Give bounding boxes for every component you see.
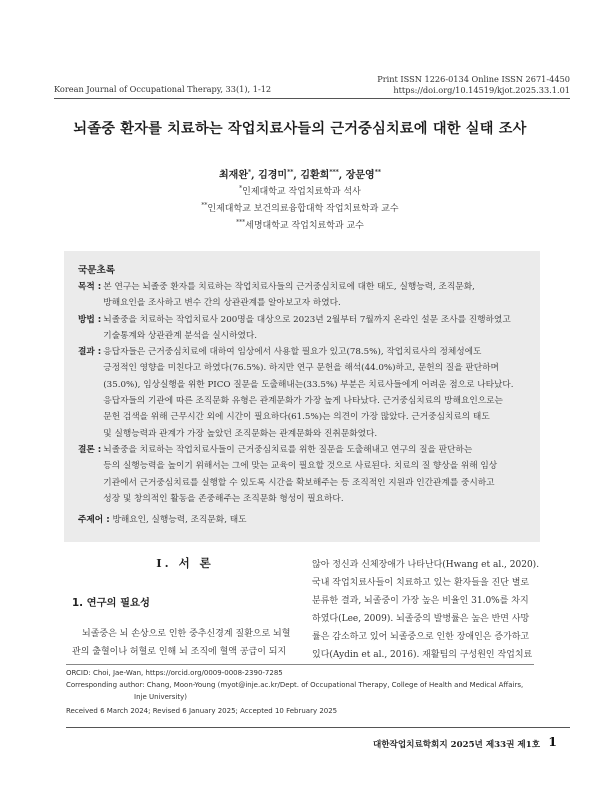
author-name: 김환희	[300, 170, 330, 181]
abstract-line: 방해요인을 조사하고 변수 간의 상관관계를 알아보고자 하였다.	[103, 298, 341, 309]
author-mark: **	[374, 169, 381, 176]
affiliation-text: 세명대학교 작업치료학과 교수	[245, 221, 364, 231]
author-name: 김경미	[258, 170, 288, 181]
affiliation-text: 인제대학교 작업치료학과 석사	[242, 187, 361, 197]
section-title: Ⅰ. 서 론	[156, 556, 214, 570]
keywords	[78, 513, 247, 525]
affiliation	[0, 184, 600, 197]
keywords-text: 방해요인, 실행능력, 조직문화, 태도	[112, 515, 247, 525]
abstract-results	[78, 344, 530, 442]
body-line: 있다(Aydin et al., 2016). 재활팀의 구성원인 작업치료	[312, 650, 533, 661]
abstract-line: 긍정적인 영향을 미친다고 하였다(76.5%). 하지만 연구 문헌을 해석(44.0%)하고, 문헌의 질을 판단하며	[103, 363, 499, 374]
author-list: 최재완*, 김경미**, 김환희***, 장문영**	[219, 169, 381, 181]
footnote-dates: Received 6 March 2024; Revised 6 January 2025; Accepted 10 February 2025	[66, 707, 338, 715]
subsection-title: 1. 연구의 필요성	[72, 597, 150, 609]
abstract-line: 본 연구는 뇌졸중 환자를 치료하는 작업치료사들의 근거중심치료에 대한 태도, 실행능력, 조직문화,	[103, 282, 475, 292]
journal-citation: Korean Journal of Occupational Therapy, 33(1), 1-12	[54, 84, 272, 94]
abstract-label: 방법 :	[78, 314, 102, 325]
affiliation-mark: **	[201, 202, 208, 209]
body-left-column	[72, 626, 294, 661]
author-mark: *	[248, 169, 252, 176]
body-line: 률은 감소하고 있어 뇌졸중으로 인한 장애인은 증가하고	[312, 632, 530, 643]
abstract-line: 기술통계와 상관관계 분석을 실시하였다.	[103, 330, 258, 341]
affiliation	[0, 218, 600, 231]
footer-journal: 대한작업치료학회지 2025년 제33권 제1호	[372, 740, 540, 750]
author-mark: **	[287, 169, 294, 176]
abstract-label: 결론 :	[78, 444, 102, 455]
body-line: 관의 출혈이나 허혈로 인해 뇌 조직에 혈액 공급이 되지	[72, 646, 287, 657]
abstract-line: 뇌졸중을 치료하는 작업치료사들이 근거중심치료를 위한 질문을 도출해내고 연구의 질을 판단하는	[103, 444, 473, 455]
abstract-conclusion	[78, 442, 530, 507]
page-number: 1	[548, 734, 557, 749]
keywords-label: 주제어 :	[78, 515, 110, 525]
body-line: 분류한 결과, 뇌졸중이 가장 높은 비율인 31.0%를 차지	[312, 596, 529, 607]
paper-title: 뇌졸중 환자를 치료하는 작업치료사들의 근거중심치료에 대한 실태 조사	[73, 121, 527, 137]
abstract-purpose	[78, 279, 530, 312]
footnote-rule	[66, 664, 534, 665]
affiliation-mark: ***	[236, 219, 246, 226]
abstract-heading: 국문초록	[78, 265, 116, 276]
abstract-sections	[78, 279, 530, 507]
abstract-label: 목적 :	[78, 282, 102, 292]
affiliation-mark: *	[239, 185, 243, 192]
abstract-line: 응답자들의 기관에 따른 조직문화 유형은 관계문화가 가장 높게 나타났다. 근거중심치료의 방해요인으로는	[103, 396, 503, 407]
abstract-line: 문헌 검색을 위해 근무시간 외에 시간이 필요하다(61.5%)는 의견이 가장 많았다. 근거중심치료의 태도	[103, 412, 490, 423]
abstract-line: 등의 실행능력을 높이기 위해서는 그에 맞는 교육이 필요할 것으로 사료된다. 치료의 질 향상을 위해 임상	[103, 461, 498, 472]
author-mark: ***	[329, 169, 339, 176]
body-line: 국내 작업치료사들이 치료하고 있는 환자들을 진단 별로	[312, 578, 530, 589]
affiliation	[0, 201, 600, 214]
footnote-orcid: ORCID: Choi, Jae-Wan, https://orcid.org/0009-0008-2390-7285	[66, 669, 283, 677]
affiliation-text: 인제대학교 보건의료융합대학 작업치료학과 교수	[207, 204, 399, 214]
abstract-line: 뇌졸중을 치료하는 작업치료사 200명을 대상으로 2023년 2월부터 7월까지 온라인 설문 조사를 진행하였고	[103, 314, 511, 325]
body-line: 뇌졸중은 뇌 손상으로 인한 중추신경계 질환으로 뇌혈	[82, 629, 291, 639]
footnote-corresponding-cont: Inje University)	[134, 693, 188, 701]
footer-rule	[66, 727, 570, 728]
doi-link[interactable]: https://doi.org/10.14519/kjot.2025.33.1.01	[393, 85, 570, 95]
author-name: 장문영	[345, 170, 375, 181]
author-name: 최재완	[219, 170, 248, 181]
body-right-column	[312, 556, 540, 665]
abstract-line: 및 실행능력과 관계가 가장 높았던 조직문화는 관계문화와 진취문화였다.	[103, 428, 378, 439]
abstract-line: 응답자들은 근거중심치료에 대하여 임상에서 사용할 필요가 있고(78.5%), 작업치료사의 정체성에도	[103, 347, 482, 358]
body-line: 않아 정신과 신체장애가 나타난다(Hwang et al., 2020).	[312, 560, 540, 570]
body-line: 하였다(Lee, 2009). 뇌졸중의 발병률은 높은 반면 사망	[312, 614, 530, 625]
abstract-line: (35.0%), 임상실행을 위한 PICO 질문을 도출해내는(33.5%) 부분은 치료사들에게 어려운 점으로 나타났다.	[103, 379, 514, 390]
header-rule	[54, 98, 570, 99]
abstract-line: 성장 및 창의적인 활동을 존중해주는 조직문화 형성이 필요하다.	[103, 493, 344, 504]
abstract-methods	[78, 312, 530, 345]
abstract-line: 기관에서 근거중심치료를 실행할 수 있도록 시간을 확보해주는 등 조직적인 지원과 인간관계를 중시하고	[103, 477, 495, 488]
abstract-label: 결과 :	[78, 347, 102, 358]
issn-line: Print ISSN 1226-0134 Online ISSN 2671-4450	[377, 74, 570, 84]
footnote-corresponding: Corresponding author: Chang, Moon-Young (myot@inje.ac.kr/Dept. of Occupational Therapy, College of Health and Medical Affairs,	[66, 681, 524, 689]
